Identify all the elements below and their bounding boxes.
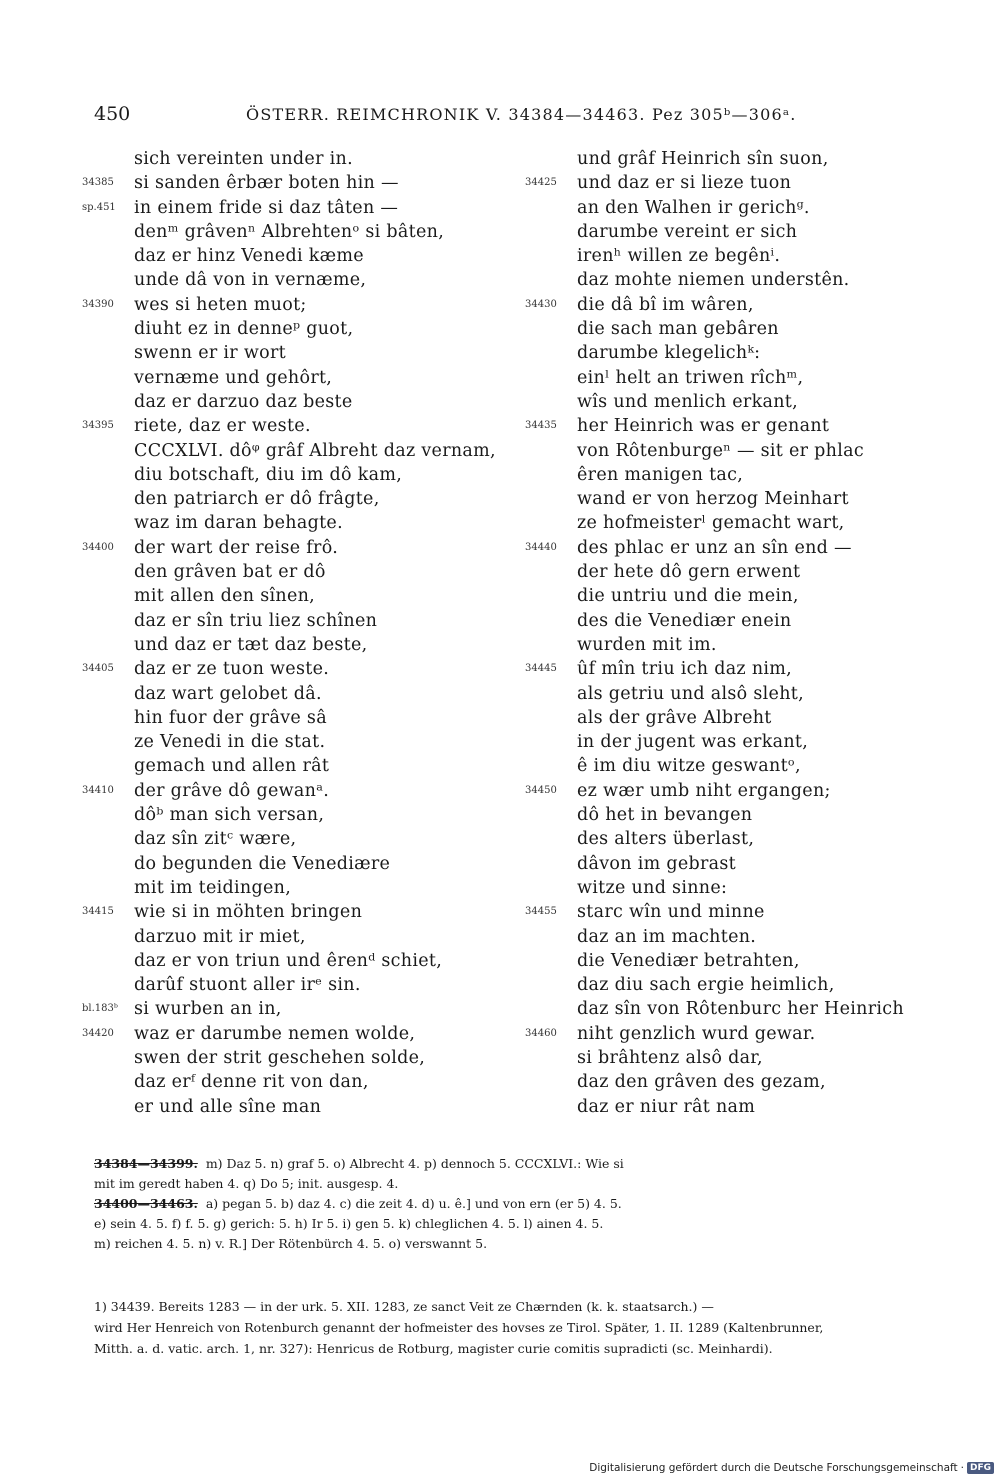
variant-line [94,1154,944,1174]
verse-text: des die Venediær enein [577,610,792,631]
footnote-line: 1) 34439. Bereits 1283 — in der urk. 5. XII. 1283, ze sanct Veit ze Chærnden (k. k. staatsarch.) — [94,1299,714,1314]
verse-line [525,414,965,438]
verse-text: von Rôtenburgeⁿ — sit er phlac [577,440,864,461]
verse-line [525,730,965,754]
verse-text: ze Venedi in die stat. [134,732,326,753]
verse-text: mit allen den sînen, [134,586,316,607]
verse-text: her Heinrich was er genant [577,416,830,437]
verse-line [82,414,522,438]
line-number: 34400 [82,541,114,553]
verse-text: hin fuor der grâve sâ [134,707,327,728]
verse-line [525,876,965,900]
verse-line [525,439,965,463]
verse-line [525,196,965,220]
verse-text: daz sîn zitᶜ wære, [134,829,297,850]
verse-line [82,511,522,535]
verse-text: die sach man gebâren [577,319,779,340]
verse-line [525,997,965,1021]
variant-line: e) sein 4. 5. f) f. 5. g) gerich: 5. h) Ir 5. i) gen 5. k) chleglichen 4. 5. l) ainen 4. 5. [94,1216,604,1231]
funding-text: Digitalisierung gefördert durch die Deutsche Forschungsgemeinschaft [589,1462,958,1474]
verse-line [525,633,965,657]
verse-text: dâvon im gebrast [577,853,737,874]
right-verse-column [525,147,965,1119]
verse-line [525,1070,965,1094]
verse-line [82,196,522,220]
verse-line [525,827,965,851]
verse-text: und grâf Heinrich sîn suon, [577,149,829,169]
verse-text: starc wîn und minne [577,902,765,923]
verse-text: irenʰ willen ze begênⁱ. [577,246,781,267]
verse-line [82,560,522,584]
verse-text: sich vereinten under in. [134,149,353,169]
verse-text: daz wart gelobet dâ. [134,683,322,704]
line-number: sp.451 [82,201,116,213]
verse-text: darûf stuont aller irᵉ sin. [134,975,361,996]
verse-text: swenn er ir wort [134,343,286,364]
verse-text: ûf mîn triu ich daz nim, [577,659,793,680]
verse-line [82,973,522,997]
verse-line [525,754,965,778]
variant-range: 34400—34463. [94,1196,198,1211]
variant-range: 34384—34399. [94,1156,198,1171]
line-number: 34405 [82,663,114,675]
verse-line [82,852,522,876]
verse-text: CCCXLVI. dôᵠ grâf Albreht daz vernam, [134,440,496,461]
verse-line [525,341,965,365]
verse-text: wand er von herzog Meinhart [577,489,849,510]
verse-line [525,900,965,924]
verse-text: diu botschaft, diu im dô kam, [134,464,403,485]
verse-text: an den Walhen ir gerichᵍ. [577,197,810,218]
verse-line [82,244,522,268]
line-number: 34450 [525,784,557,796]
verse-text: unde dâ von in vernæme, [134,270,367,291]
verse-line [82,439,522,463]
verse-text: in einem fride si daz tâten — [134,197,399,218]
verse-line [525,609,965,633]
verse-line [525,779,965,803]
line-number: 34460 [525,1027,557,1039]
verse-text: daz diu sach ergie heimlich, [577,975,835,996]
verse-line [82,706,522,730]
verse-text: gemach und allen rât [134,756,330,777]
line-number: 34440 [525,541,557,553]
verse-line [525,390,965,414]
variant-line [94,1194,944,1214]
verse-line [525,366,965,390]
verse-line [525,925,965,949]
verse-line [525,560,965,584]
verse-line [525,949,965,973]
verse-line [82,366,522,390]
verse-text: do begunden die Venediære [134,853,391,874]
running-title: ÖSTERR. REIMCHRONIK V. 34384—34463. Pez 305ᵇ—306ᵃ. [246,105,797,124]
verse-text: ze hofmeisterˡ gemacht wart, [577,513,845,534]
verse-line [82,682,522,706]
dfg-logo: DFG [967,1462,994,1474]
verse-text: der hete dô gern erwent [577,562,801,583]
verse-text: der grâve dô gewanᵃ. [134,780,330,801]
line-number: bl.183ᵇ [82,1003,118,1015]
verse-text: daz er hinz Venedi kæme [134,246,364,267]
verse-text: in der jugent was erkant, [577,732,809,753]
verse-text: der wart der reise frô. [134,537,339,558]
line-number: 34420 [82,1027,114,1039]
verse-line [525,706,965,730]
verse-line [82,536,522,560]
verse-text: darumbe vereint er sich [577,221,798,242]
verse-text: und daz er si lieze tuon [577,173,792,194]
verse-text: die dâ bî im wâren, [577,294,754,315]
verse-text: als getriu und alsô sleht, [577,683,804,704]
verse-text: daz er sîn triu liez schînen [134,610,378,631]
verse-text: und daz er tæt daz beste, [134,634,368,655]
verse-text: den patriarch er dô frâgte, [134,489,380,510]
verse-line [82,803,522,827]
verse-line [525,657,965,681]
line-number: 34425 [525,177,557,189]
verse-line [82,268,522,292]
line-number: 34415 [82,906,114,918]
verse-text: si wurben an in, [134,999,282,1020]
line-number: 34410 [82,784,114,796]
verse-text: einˡ helt an triwen rîchᵐ, [577,367,804,388]
verse-text: daz mohte niemen understên. [577,270,850,291]
line-number: 34445 [525,663,557,675]
verse-line [82,876,522,900]
verse-text: daz an im machten. [577,926,757,947]
verse-text: darzuo mit ir miet, [134,926,306,947]
verse-line [82,317,522,341]
verse-text: diuht ez in denneᵖ guot, [134,319,354,340]
verse-line [525,803,965,827]
verse-text: riete, daz er weste. [134,416,311,437]
page-number: 450 [94,103,131,125]
verse-text: die Venediær betrahten, [577,950,800,971]
verse-line [82,633,522,657]
verse-text: wes si heten muot; [134,294,307,315]
verse-text: daz er ze tuon weste. [134,659,330,680]
verse-line [525,682,965,706]
verse-line [82,220,522,244]
verse-line [82,584,522,608]
verse-line [82,754,522,778]
footnote [94,1296,944,1359]
verse-line [525,244,965,268]
verse-text: swen der strit geschehen solde, [134,1047,426,1068]
line-number: 34435 [525,420,557,432]
line-number: 34390 [82,298,114,310]
verse-line [525,1046,965,1070]
verse-text: den grâven bat er dô [134,562,326,583]
verse-text: als der grâve Albreht [577,707,772,728]
verse-line [82,997,522,1021]
line-number: 34430 [525,298,557,310]
variant-apparatus [94,1154,944,1254]
verse-line [525,220,965,244]
page-header [94,103,924,133]
verse-line [525,268,965,292]
verse-line [82,827,522,851]
verse-text: ez wær umb niht ergangen; [577,780,831,801]
verse-text: daz er von triun und êrenᵈ schiet, [134,950,443,971]
verse-text: daz er niur rât nam [577,1096,756,1117]
verse-line [82,730,522,754]
verse-text: wurden mit im. [577,634,717,655]
verse-text: witze und sinne: [577,877,728,898]
verse-line [82,463,522,487]
verse-line [82,293,522,317]
verse-line [525,317,965,341]
verse-text: darumbe klegelichᵏ: [577,343,761,364]
footnote-line: Mitth. a. d. vatic. arch. 1, nr. 327): Henricus de Rotburg, magister curie comitis supradicti (sc. Meinhardi). [94,1341,773,1356]
verse-line [82,1046,522,1070]
verse-text: wîs und menlich erkant, [577,391,799,412]
verse-line [525,1022,965,1046]
verse-text: wie si in möhten bringen [134,902,363,923]
left-verse-column [82,147,522,1119]
verse-text: êren manigen tac, [577,464,744,485]
verse-line [82,147,522,171]
verse-line [525,171,965,195]
verse-line [525,973,965,997]
verse-line [82,900,522,924]
line-number: 34455 [525,906,557,918]
verse-line [82,1022,522,1046]
verse-text: daz den grâven des gezam, [577,1072,826,1093]
verse-text: daz erᶠ denne rit von dan, [134,1072,369,1093]
verse-line [82,390,522,414]
funding-footer [589,1462,994,1474]
verse-text: ê im diu witze geswantᵒ, [577,756,801,777]
verse-line [525,1095,965,1119]
footnote-line: wird Her Henreich von Rotenburch genannt der hofmeister des hovses ze Tirol. Später, 1. II. 1289 (Kaltenbrunner, [94,1320,824,1335]
verse-line [82,657,522,681]
verse-line [82,1095,522,1119]
verse-text: denᵐ grâvenⁿ Albrehtenᵒ si bâten, [134,221,445,242]
verse-line [525,511,965,535]
variant-line: m) reichen 4. 5. n) v. R.] Der Rötenbürch 4. 5. o) verswannt 5. [94,1236,488,1251]
verse-line [82,925,522,949]
verse-line [82,341,522,365]
variant-line: mit im geredt haben 4. q) Do 5; init. ausgesp. 4. [94,1176,399,1191]
line-number: 34395 [82,420,114,432]
verse-text: er und alle sîne man [134,1096,322,1117]
verse-text: des alters überlast, [577,829,755,850]
verse-text: niht genzlich wurd gewar. [577,1023,816,1044]
verse-text: daz er darzuo daz beste [134,391,353,412]
verse-text: dô het in bevangen [577,805,753,826]
variant-text: m) Daz 5. n) graf 5. o) Albrecht 4. p) dennoch 5. CCCXLVI.: Wie si [205,1156,624,1171]
variant-text: a) pegan 5. b) daz 4. c) die zeit 4. d) u. ê.] und von ern (er 5) 4. 5. [205,1196,622,1211]
verse-line [82,171,522,195]
verse-text: si sanden êrbær boten hin — [134,173,399,194]
verse-line [525,293,965,317]
verse-text: dôᵇ man sich versan, [134,805,325,826]
verse-line [82,779,522,803]
verse-line [82,487,522,511]
separator-dot: · [960,1462,964,1474]
verse-line [525,487,965,511]
verse-line [82,609,522,633]
verse-text: daz sîn von Rôtenburc her Heinrich [577,999,904,1020]
verse-line [525,852,965,876]
line-number: 34385 [82,177,114,189]
verse-text: des phlac er unz an sîn end — [577,537,852,558]
verse-text: waz im daran behagte. [134,513,343,534]
verse-line [525,536,965,560]
verse-text: mit im teidingen, [134,877,292,898]
verse-line [82,1070,522,1094]
verse-line [525,584,965,608]
verse-line [82,949,522,973]
verse-line [525,147,965,171]
verse-text: waz er darumbe nemen wolde, [134,1023,416,1044]
verse-text: die untriu und die mein, [577,586,799,607]
verse-text: si brâhtenz alsô dar, [577,1047,763,1068]
verse-line [525,463,965,487]
verse-text: vernæme und gehôrt, [134,367,333,388]
